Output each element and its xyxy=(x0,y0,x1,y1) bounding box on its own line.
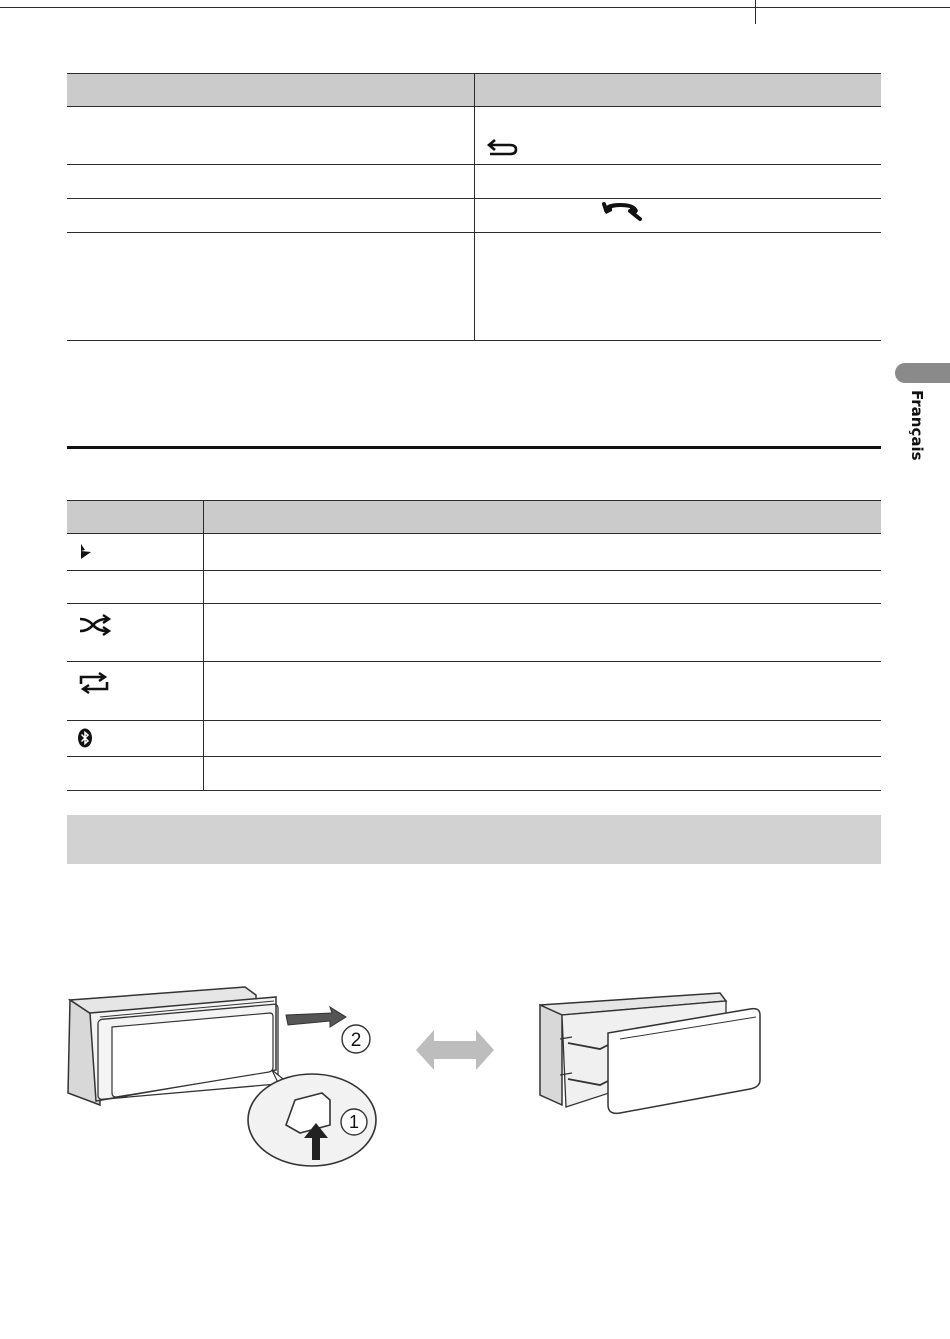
table2-row-line xyxy=(67,756,881,757)
section-header-bar xyxy=(67,815,881,864)
section-heading-rule xyxy=(67,446,881,449)
pull-arrow-icon xyxy=(286,1007,370,1053)
table2-row-line xyxy=(67,570,881,571)
faceplate-detach-illustration xyxy=(60,975,780,1170)
table1-row-line xyxy=(67,164,881,165)
top-rule xyxy=(0,7,950,8)
table2-divider xyxy=(203,500,204,790)
table2-header xyxy=(67,500,881,533)
table2-row-line xyxy=(67,603,881,604)
step-2-label: 2 xyxy=(350,1030,362,1051)
shuffle-icon xyxy=(77,613,113,637)
bluetooth-icon xyxy=(77,728,93,748)
table1-row-line xyxy=(67,198,881,199)
double-arrow-icon xyxy=(416,1030,494,1070)
table2-bottom-line xyxy=(67,790,881,791)
table2-header-line xyxy=(67,533,881,534)
language-tab xyxy=(895,363,950,383)
top-rule-tick xyxy=(755,0,756,24)
sparkle-arrow-icon xyxy=(76,542,96,562)
table1-bottom-line xyxy=(67,340,881,341)
head-unit-left xyxy=(68,987,278,1105)
step-1-label: 1 xyxy=(348,1112,360,1132)
table1-divider xyxy=(474,73,475,340)
return-arrow-icon xyxy=(486,137,520,157)
phone-hang-up-icon xyxy=(600,200,644,222)
table2-top-line xyxy=(67,500,881,501)
language-label: Français xyxy=(908,390,926,461)
table1-row-line xyxy=(67,232,881,233)
table2-row-line xyxy=(67,661,881,662)
head-unit-right xyxy=(540,993,760,1113)
table2-row-line xyxy=(67,720,881,721)
repeat-icon xyxy=(77,671,111,695)
